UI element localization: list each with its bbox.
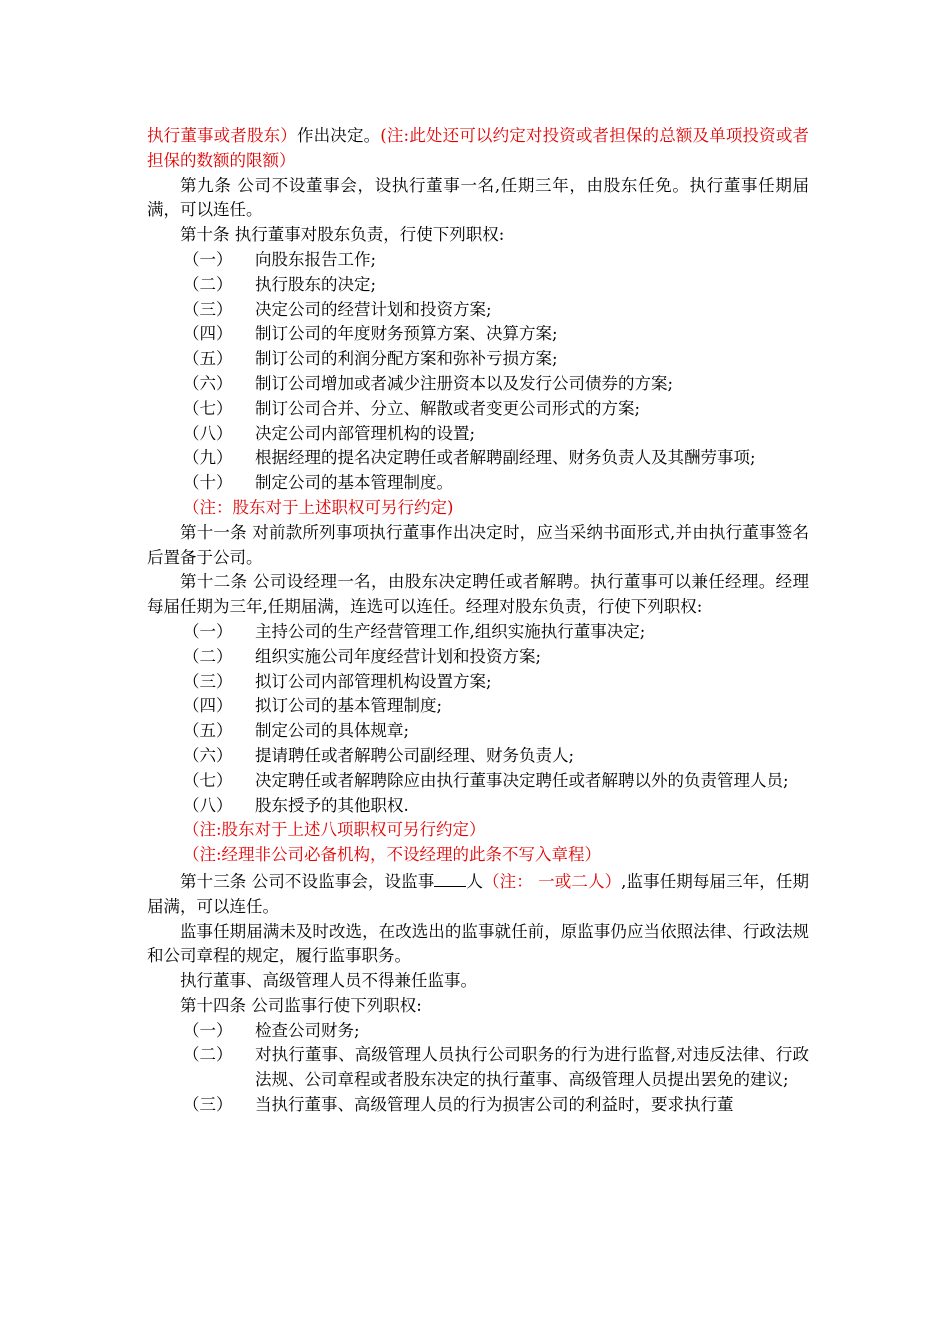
list-item bbox=[147, 372, 809, 397]
article-10-note: （注：股东对于上述职权可另行约定) bbox=[183, 497, 454, 517]
item-text: 股东授予的其他职权. bbox=[255, 795, 409, 815]
article-10-list bbox=[147, 248, 809, 496]
list-item bbox=[147, 794, 809, 819]
list-item bbox=[147, 1043, 809, 1093]
article-13-paragraph-3: 执行董事、高级管理人员不得兼任监事。 bbox=[180, 971, 477, 991]
item-number: （二） bbox=[183, 646, 233, 666]
fill-in-blank bbox=[434, 868, 466, 887]
list-item bbox=[147, 769, 809, 794]
item-text: 制订公司增加或者减少注册资本以及发行公司债券的方案; bbox=[255, 373, 674, 393]
item-number: （三） bbox=[183, 299, 233, 319]
item-number: （八） bbox=[183, 795, 233, 815]
item-text: 拟订公司内部管理机构设置方案; bbox=[255, 671, 492, 691]
item-number: （十） bbox=[183, 473, 233, 493]
item-text: 决定聘任或者解聘除应由执行董事决定聘任或者解聘以外的负责管理人员; bbox=[255, 770, 789, 790]
continued-text: 作出决定。 bbox=[296, 126, 381, 145]
list-item bbox=[147, 645, 809, 670]
article-11: 第十一条 对前款所列事项执行董事作出决定时，应当采纳书面形式,并由执行董事签名后置备于公司。 bbox=[147, 522, 809, 567]
item-number: （一） bbox=[183, 1020, 233, 1040]
continued-paragraph bbox=[147, 124, 809, 174]
item-number: （九） bbox=[183, 448, 233, 468]
item-number: （六） bbox=[183, 373, 233, 393]
item-number: （一） bbox=[183, 249, 233, 269]
item-number: （三） bbox=[183, 671, 233, 691]
article-13-text-c: ,监事任期每届三年，任期届满，可以连任。 bbox=[147, 871, 810, 916]
article-13 bbox=[147, 868, 809, 920]
list-item bbox=[147, 248, 809, 273]
list-item bbox=[147, 1019, 809, 1044]
item-text: 向股东报告工作; bbox=[255, 249, 377, 269]
item-text: 制订公司的年度财务预算方案、决算方案; bbox=[255, 324, 558, 344]
list-item bbox=[147, 670, 809, 695]
list-item bbox=[147, 744, 809, 769]
item-text: 提请聘任或者解聘公司副经理、财务负责人; bbox=[255, 745, 575, 765]
list-item bbox=[147, 719, 809, 744]
list-item bbox=[147, 322, 809, 347]
list-item bbox=[147, 471, 809, 496]
list-item bbox=[147, 620, 809, 645]
item-number: （六） bbox=[183, 745, 233, 765]
article-12-list bbox=[147, 620, 809, 818]
item-number: （三） bbox=[183, 1095, 233, 1115]
item-number: （二） bbox=[183, 1045, 233, 1065]
continued-text-red: 执行董事或者股东） bbox=[147, 126, 297, 145]
item-text: 检查公司财务; bbox=[255, 1020, 360, 1040]
article-12-note-1: （注:股东对于上述八项职权可另行约定） bbox=[183, 820, 486, 840]
article-14: 第十四条 公司监事行使下列职权: bbox=[180, 995, 422, 1015]
article-13-text-b: 人 bbox=[466, 871, 484, 891]
item-text: 拟订公司的基本管理制度; bbox=[255, 696, 443, 716]
list-item bbox=[147, 694, 809, 719]
article-12-note-2: （注:经理非公司必备机构，不设经理的此条不写入章程） bbox=[183, 845, 602, 865]
item-number: （五） bbox=[183, 721, 233, 741]
list-item bbox=[147, 273, 809, 298]
item-number: （四） bbox=[183, 696, 233, 716]
item-number: （二） bbox=[183, 274, 233, 294]
item-number: （七） bbox=[183, 398, 233, 418]
item-number: （七） bbox=[183, 770, 233, 790]
list-item bbox=[147, 347, 809, 372]
item-text: 当执行董事、高级管理人员的行为损害公司的利益时，要求执行董 bbox=[255, 1095, 734, 1115]
article-12: 第十二条 公司设经理一名，由股东决定聘任或者解聘。执行董事可以兼任经理。经理每届任期为三年,任期届满，连选可以连任。经理对股东负责，行使下列职权: bbox=[147, 572, 809, 617]
article-10: 第十条 执行董事对股东负责，行使下列职权: bbox=[180, 225, 505, 245]
list-item bbox=[147, 446, 809, 471]
item-number: （四） bbox=[183, 324, 233, 344]
item-text: 主持公司的生产经营管理工作,组织实施执行董事决定; bbox=[255, 621, 646, 641]
document-body bbox=[147, 124, 809, 1118]
item-number: （五） bbox=[183, 349, 233, 369]
item-text: 决定公司内部管理机构的设置; bbox=[255, 423, 476, 443]
item-text: 根据经理的提名决定聘任或者解聘副经理、财务负责人及其酬劳事项; bbox=[255, 448, 756, 468]
item-text: 决定公司的经营计划和投资方案; bbox=[255, 299, 492, 319]
item-text: 制定公司的基本管理制度。 bbox=[255, 473, 453, 493]
list-item bbox=[147, 298, 809, 323]
item-number: （一） bbox=[183, 621, 233, 641]
list-item bbox=[147, 397, 809, 422]
item-text: 制订公司合并、分立、解散或者变更公司形式的方案; bbox=[255, 398, 641, 418]
item-text: 制订公司的利润分配方案和弥补亏损方案; bbox=[255, 349, 558, 369]
list-item bbox=[147, 1093, 809, 1118]
continued-note: (注:此处还可以约定对投资或者担保的总额及单项投资或者担保的数额的限额） bbox=[147, 126, 810, 170]
item-number: （八） bbox=[183, 423, 233, 443]
article-13-paragraph-2: 监事任期届满未及时改选，在改选出的监事就任前，原监事仍应当依照法律、行政法规和公司章程的规定，履行监事职务。 bbox=[147, 921, 809, 966]
article-14-list bbox=[147, 1019, 809, 1118]
article-13-text-a: 第十三条 公司不设监事会，设监事 bbox=[180, 871, 435, 891]
article-9: 第九条 公司不设董事会，设执行董事一名,任期三年，由股东任免。执行董事任期届满，可以连任。 bbox=[147, 175, 809, 220]
article-13-note: （注： 一或二人） bbox=[483, 871, 622, 891]
item-text: 制定公司的具体规章; bbox=[255, 721, 410, 741]
item-text: 对执行董事、高级管理人员执行公司职务的行为进行监督,对违反法律、行政法规、公司章程或者股东决定的执行董事、高级管理人员提出罢免的建议; bbox=[255, 1045, 809, 1090]
item-text: 执行股东的决定; bbox=[255, 274, 377, 294]
list-item bbox=[147, 422, 809, 447]
item-text: 组织实施公司年度经营计划和投资方案; bbox=[255, 646, 542, 666]
